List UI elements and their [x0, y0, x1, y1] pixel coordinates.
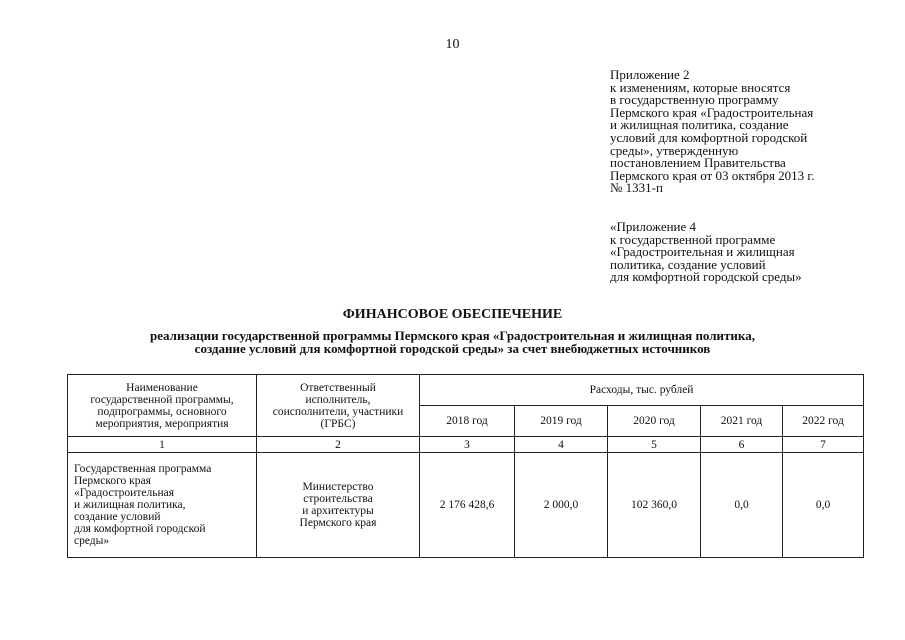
appendix-2-line: среды», утвержденную [610, 142, 739, 158]
header-year: 2018 год [420, 406, 515, 437]
subtitle-line: создание условий для комфортной городской среды» за счет внебюджетных источников [194, 341, 711, 356]
subtitle-line: реализации государственной программы Пермского края «Градостроительная и жилищная политика, [150, 328, 755, 343]
header-year: 2019 год [515, 406, 608, 437]
header-year: 2020 год [608, 406, 701, 437]
appendix-4-line: «Приложение 4 [610, 219, 697, 234]
column-number: 6 [701, 437, 783, 453]
financing-table [67, 374, 864, 558]
appendix-2-line: Пермского края от 03 октября 2013 г. [610, 167, 815, 183]
appendix-2-line: к изменениям, которые вносятся [610, 79, 791, 95]
appendix-2-line: Приложение 2 [610, 67, 690, 82]
document-subtitle [0, 329, 905, 355]
column-number: 7 [783, 437, 864, 453]
header-year: 2021 год [701, 406, 783, 437]
header-expenses: Расходы, тыс. рублей [420, 375, 864, 406]
document-title: ФИНАНСОВОЕ ОБЕСПЕЧЕНИЕ [342, 307, 563, 322]
row-value-2022: 0,0 [783, 453, 864, 558]
appendix-2-line: № 1331-п [610, 180, 663, 196]
column-number: 5 [608, 437, 701, 453]
row-value-2020: 102 360,0 [608, 453, 701, 558]
row-value-2018: 2 176 428,6 [420, 453, 515, 558]
appendix-2-line: постановлением Правительства [610, 155, 786, 171]
column-number: 4 [515, 437, 608, 453]
header-executor: Ответственный исполнитель, соисполнители, участники (ГРБС) [257, 375, 420, 437]
row-program-name: Государственная программа Пермского края «Градостроительная и жилищная политика, создание условий для комфортной городской среды» [68, 453, 257, 558]
table-row [68, 453, 864, 558]
column-number: 1 [68, 437, 257, 453]
header-program-name: Наименование государственной программы, подпрограммы, основного мероприятия, мероприятия [68, 375, 257, 437]
header-year: 2022 год [783, 406, 864, 437]
appendix-4-block [610, 221, 900, 284]
appendix-2-line: в государственную программу [610, 92, 779, 108]
appendix-2-line: Пермского края «Градостроительная [610, 104, 814, 120]
appendix-2-block [610, 69, 900, 195]
row-value-2019: 2 000,0 [515, 453, 608, 558]
row-executor: Министерство строительства и архитектуры Пермского края [257, 453, 420, 558]
appendix-4-line: для комфортной городской среды» [610, 269, 802, 285]
appendix-4-line: «Градостроительная и жилищная [610, 244, 795, 260]
appendix-4-line: к государственной программе [610, 231, 776, 247]
appendix-2-line: условий для комфортной городской [610, 129, 808, 145]
page-number: 10 [445, 37, 460, 52]
appendix-2-line: и жилищная политика, создание [610, 117, 789, 133]
row-value-2021: 0,0 [701, 453, 783, 558]
column-number: 2 [257, 437, 420, 453]
appendix-4-line: политика, создание условий [610, 256, 766, 272]
column-number: 3 [420, 437, 515, 453]
